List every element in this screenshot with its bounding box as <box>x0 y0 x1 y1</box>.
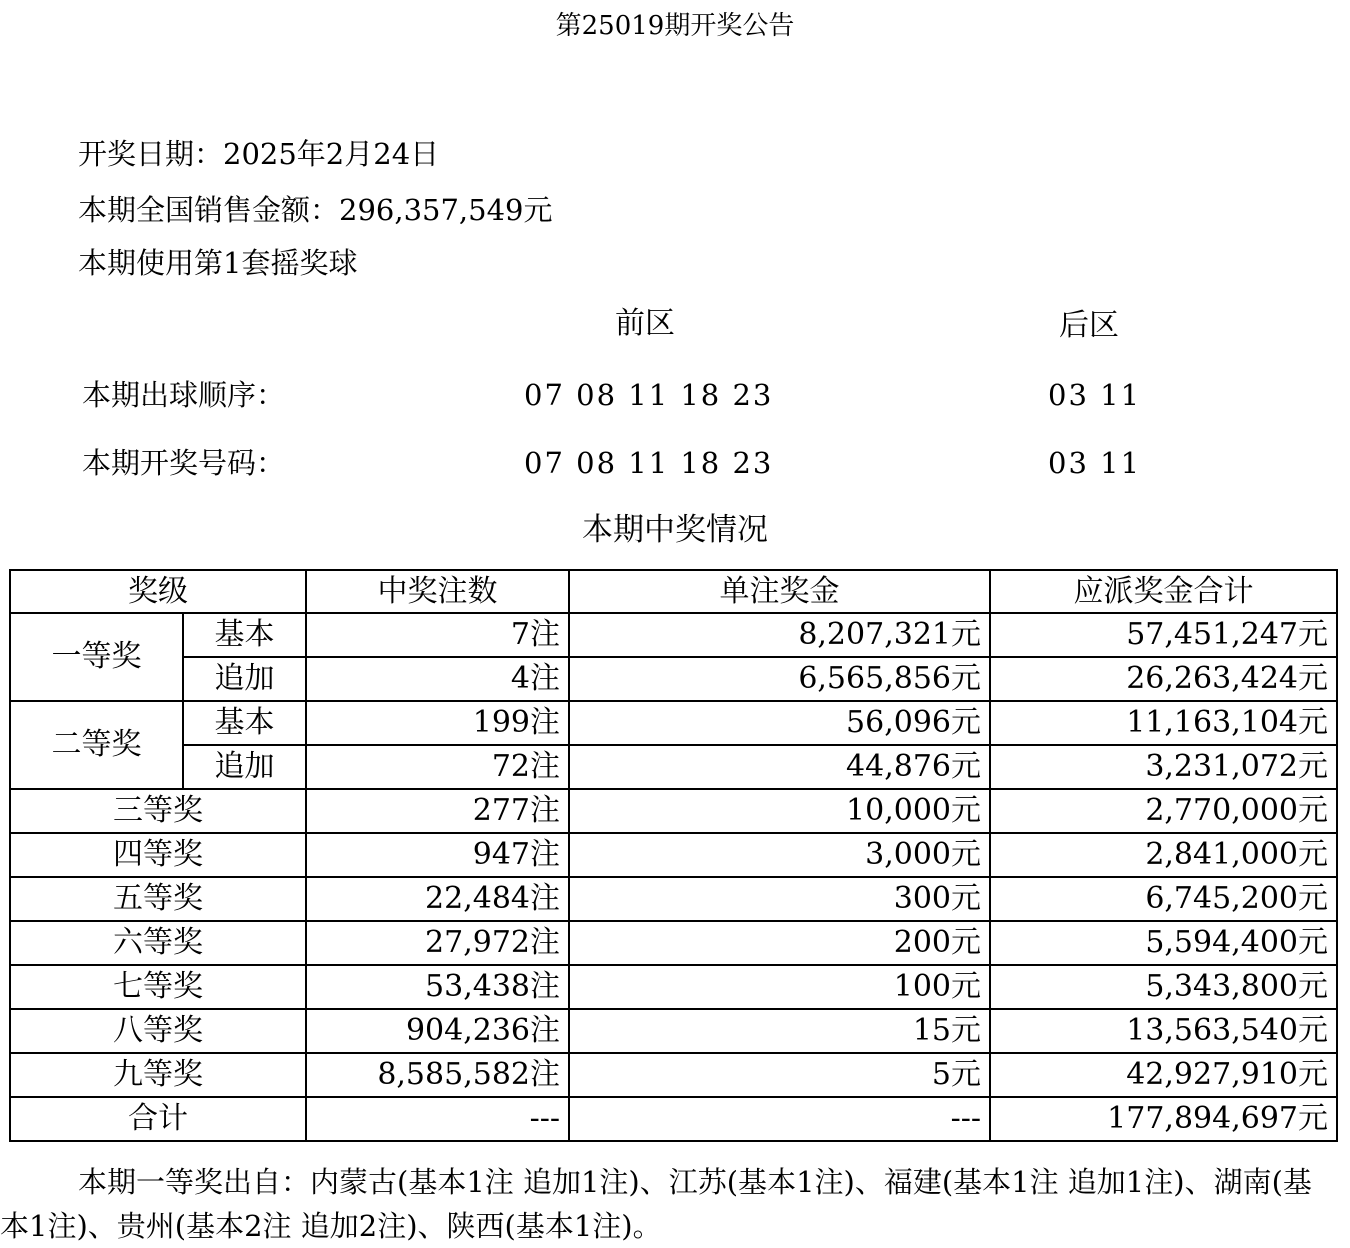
unit-prize: 15元 <box>569 1009 990 1053</box>
winner-count: 53,438注 <box>306 965 569 1009</box>
prize-table <box>9 569 1338 1142</box>
table-row <box>10 701 1337 745</box>
prize-level-name: 四等奖 <box>10 833 306 877</box>
draw-date: 开奖日期：2025年2月24日 <box>78 137 440 171</box>
prize-sub-type: 基本 <box>183 613 306 657</box>
sum-count: --- <box>306 1097 569 1141</box>
first-prize-origins: 本期一等奖出自：内蒙古(基本1注 追加1注)、江苏(基本1注)、福建(基本1注 追加1注)、湖南(基本1注)、贵州(基本2注 追加2注)、陕西(基本1注)。 <box>0 1165 1312 1243</box>
winning-numbers-back: 03 11 <box>1048 446 1142 480</box>
header-total: 应派奖金合计 <box>990 570 1337 613</box>
winner-count: 27,972注 <box>306 921 569 965</box>
prize-level-name: 二等奖 <box>10 701 183 789</box>
total-prize: 42,927,910元 <box>990 1053 1337 1097</box>
prize-level-name: 八等奖 <box>10 1009 306 1053</box>
total-prize: 6,745,200元 <box>990 877 1337 921</box>
prize-sub-type: 追加 <box>183 745 306 789</box>
winning-numbers-label: 本期开奖号码： <box>82 446 286 480</box>
winner-count: 199注 <box>306 701 569 745</box>
table-row <box>10 1009 1337 1053</box>
prize-level-name: 一等奖 <box>10 613 183 701</box>
header-count: 中奖注数 <box>306 570 569 613</box>
total-prize: 26,263,424元 <box>990 657 1337 701</box>
total-prize: 5,594,400元 <box>990 921 1337 965</box>
draw-order-front: 07 08 11 18 23 <box>524 378 774 412</box>
sum-unit: --- <box>569 1097 990 1141</box>
draw-order-back: 03 11 <box>1048 378 1142 412</box>
unit-prize: 5元 <box>569 1053 990 1097</box>
back-zone-label: 后区 <box>1059 308 1119 343</box>
winner-count: 947注 <box>306 833 569 877</box>
prize-sub-type: 追加 <box>183 657 306 701</box>
prize-level-name: 九等奖 <box>10 1053 306 1097</box>
table-row <box>10 965 1337 1009</box>
unit-prize: 200元 <box>569 921 990 965</box>
table-row <box>10 613 1337 657</box>
table-row <box>10 789 1337 833</box>
winner-count: 277注 <box>306 789 569 833</box>
unit-prize: 300元 <box>569 877 990 921</box>
unit-prize: 10,000元 <box>569 789 990 833</box>
winner-count: 72注 <box>306 745 569 789</box>
table-row <box>10 921 1337 965</box>
unit-prize: 56,096元 <box>569 701 990 745</box>
draw-order-label: 本期出球顺序： <box>82 378 286 412</box>
unit-prize: 44,876元 <box>569 745 990 789</box>
total-prize: 2,841,000元 <box>990 833 1337 877</box>
prize-level-name: 五等奖 <box>10 877 306 921</box>
prize-section-title: 本期中奖情况 <box>582 512 768 548</box>
unit-prize: 6,565,856元 <box>569 657 990 701</box>
prize-sub-type: 基本 <box>183 701 306 745</box>
ball-set: 本期使用第1套摇奖球 <box>78 246 358 280</box>
total-prize: 3,231,072元 <box>990 745 1337 789</box>
unit-prize: 3,000元 <box>569 833 990 877</box>
table-row <box>10 1053 1337 1097</box>
table-header-row <box>10 570 1337 613</box>
sum-total: 177,894,697元 <box>990 1097 1337 1141</box>
table-row <box>10 745 1337 789</box>
unit-prize: 100元 <box>569 965 990 1009</box>
table-sum-row <box>10 1097 1337 1141</box>
winner-count: 7注 <box>306 613 569 657</box>
table-row <box>10 657 1337 701</box>
header-level: 奖级 <box>10 570 306 613</box>
winner-count: 8,585,582注 <box>306 1053 569 1097</box>
table-row <box>10 833 1337 877</box>
header-unit: 单注奖金 <box>569 570 990 613</box>
sum-label: 合计 <box>10 1097 306 1141</box>
front-zone-label: 前区 <box>615 306 675 341</box>
total-prize: 11,163,104元 <box>990 701 1337 745</box>
prize-level-name: 六等奖 <box>10 921 306 965</box>
page-title: 第25019期开奖公告 <box>555 11 795 41</box>
total-prize: 2,770,000元 <box>990 789 1337 833</box>
unit-prize: 8,207,321元 <box>569 613 990 657</box>
table-row <box>10 877 1337 921</box>
winning-numbers-front: 07 08 11 18 23 <box>524 446 774 480</box>
winner-count: 4注 <box>306 657 569 701</box>
sales-amount: 本期全国销售金额：296,357,549元 <box>78 193 553 227</box>
winner-count: 22,484注 <box>306 877 569 921</box>
prize-level-name: 七等奖 <box>10 965 306 1009</box>
winner-count: 904,236注 <box>306 1009 569 1053</box>
total-prize: 5,343,800元 <box>990 965 1337 1009</box>
prize-level-name: 三等奖 <box>10 789 306 833</box>
total-prize: 57,451,247元 <box>990 613 1337 657</box>
total-prize: 13,563,540元 <box>990 1009 1337 1053</box>
